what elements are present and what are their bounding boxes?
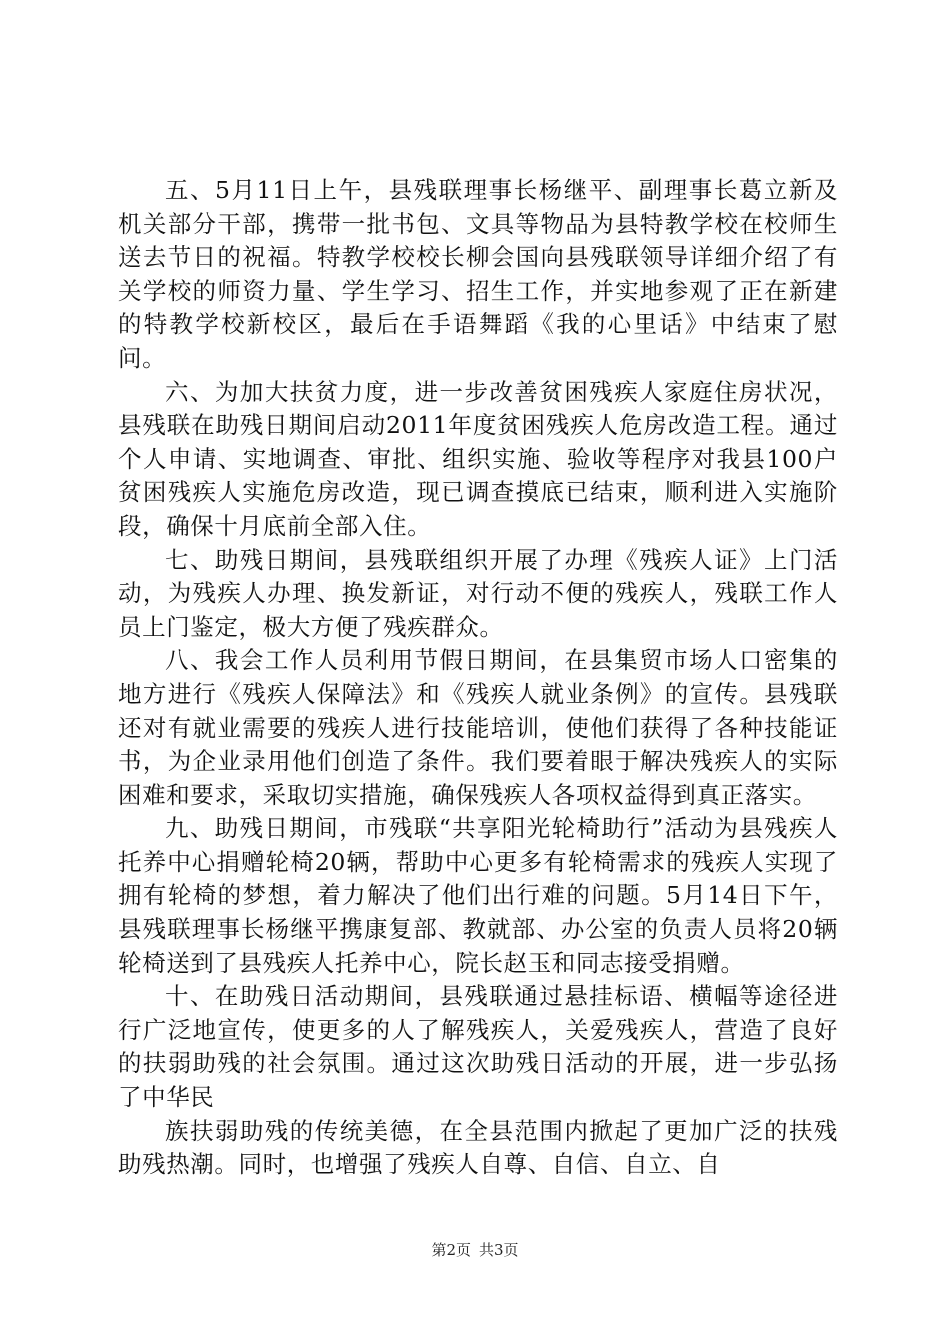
- paragraph-continuation: 族扶弱助残的传统美德，在全县范围内掀起了更加广泛的扶残助残热潮。同时，也增强了残疾人自尊、自信、自立、自: [118, 1116, 838, 1179]
- paragraph-5: 五、5月11日上午，县残联理事长杨继平、副理事长葛立新及机关部分干部，携带一批书包、文具等物品为县特教学校在校师生送去节日的祝福。特教学校校长柳会国向县残联领导详细介绍了有关学校的师资力量、学生学习、招生工作，并实地参观了正在新建的特教学校新校区，最后在手语舞蹈《我的心里话》中结束了慰问。: [118, 176, 838, 372]
- document-body: [118, 174, 838, 1182]
- paragraph-10: 十、在助残日活动期间，县残联通过悬挂标语、横幅等途径进行广泛地宣传，使更多的人了解残疾人，关爱残疾人，营造了良好的扶弱助残的社会氛围。通过这次助残日活动的开展，进一步弘扬了中华民: [118, 982, 838, 1112]
- paragraph-9: 九、助残日期间，市残联“共享阳光轮椅助行”活动为县残疾人托养中心捐赠轮椅20辆，帮助中心更多有轮椅需求的残疾人实现了拥有轮椅的梦想，着力解决了他们出行难的问题。5月14日下午，县残联理事长杨继平携康复部、教就部、办公室的负责人员将20辆轮椅送到了县残疾人托养中心，院长赵玉和同志接受捐赠。: [118, 814, 838, 977]
- page-total: 共3页: [479, 1241, 519, 1259]
- page-number: 第2页: [431, 1241, 471, 1259]
- paragraph-6: 六、为加大扶贫力度，进一步改善贫困残疾人家庭住房状况，县残联在助残日期间启动2011年度贫困残疾人危房改造工程。通过个人申请、实地调查、审批、组织实施、验收等程序对我县100户贫困残疾人实施危房改造，现已调查摸底已结束，顺利进入实施阶段，确保十月底前全部入住。: [118, 377, 838, 540]
- page-footer: [0, 1240, 950, 1260]
- paragraph-8: 八、我会工作人员利用节假日期间，在县集贸市场人口密集的地方进行《残疾人保障法》和《残疾人就业条例》的宣传。县残联还对有就业需要的残疾人进行技能培训，使他们获得了各种技能证书，为企业录用他们创造了条件。我们要着眼于解决残疾人的实际困难和要求，采取切实措施，确保残疾人各项权益得到真正落实。: [118, 646, 838, 809]
- paragraph-7: 七、助残日期间，县残联组织开展了办理《残疾人证》上门活动，为残疾人办理、换发新证，对行动不便的残疾人，残联工作人员上门鉴定，极大方便了残疾群众。: [118, 545, 838, 641]
